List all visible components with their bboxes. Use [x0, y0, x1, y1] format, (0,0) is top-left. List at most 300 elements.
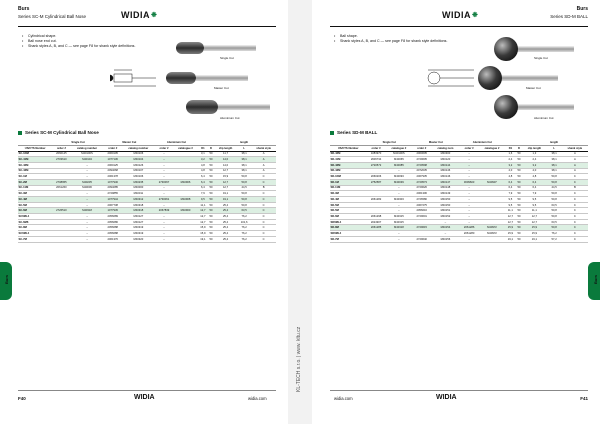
table-cell: –	[155, 214, 173, 220]
table-cell: M40150	[431, 197, 459, 203]
table-cell: C	[562, 191, 588, 197]
table-cell: –	[155, 236, 173, 242]
table-cell: M40937	[479, 179, 505, 185]
table-cell: –	[70, 236, 103, 242]
header-title: Burs	[18, 6, 30, 12]
single-cut-burr	[176, 42, 256, 54]
table-cell: C	[562, 208, 588, 214]
section-marker-icon	[18, 131, 22, 135]
table-cell: 2606734	[366, 157, 385, 163]
footer-website-link[interactable]: widia.com	[334, 396, 353, 401]
table-cell: 50,8	[547, 179, 562, 185]
table-cell: 7,9	[522, 191, 546, 197]
table-cell: C	[562, 236, 588, 242]
table-cell: M40104	[122, 157, 155, 163]
part-number-cell: SC6ML4	[18, 214, 52, 220]
table-cell: 19,1	[505, 236, 515, 242]
table-cell: M40235	[70, 179, 103, 185]
page-header	[330, 6, 588, 28]
header-title: Burs	[576, 6, 588, 12]
column-header: catalog number	[70, 145, 103, 151]
table-cell: –	[155, 219, 173, 225]
table-cell: 50	[517, 203, 521, 207]
table-cell: 1077944	[104, 197, 122, 203]
table-cell: M40152	[431, 214, 459, 220]
table-cell: 7,9	[505, 191, 515, 197]
part-number-cell: SD-42M	[330, 162, 366, 168]
table-cell: 2730067	[155, 179, 173, 185]
table-cell: 6,4	[522, 179, 546, 185]
section-title-text: Series SD-M BALL	[337, 130, 378, 135]
table-cell: M40146	[431, 174, 459, 180]
table-cell: –	[155, 151, 173, 157]
table-cell: M40315	[386, 219, 412, 225]
table-cell: 7,9	[198, 191, 208, 197]
table-cell: A	[251, 157, 276, 163]
section-tab-label: Burs	[593, 274, 598, 284]
table-cell: 50,8	[547, 208, 562, 214]
table-cell: M40972	[479, 231, 505, 237]
table-cell: 3,2	[198, 157, 208, 163]
right-page	[312, 0, 600, 424]
table-cell: 50,8	[547, 197, 562, 203]
table-cell: 2061280	[460, 231, 479, 237]
column-header: US/CTS Number	[330, 145, 366, 151]
group-header: Single Cut	[366, 140, 412, 145]
table-cell: 2056689	[104, 214, 122, 220]
table-cell: C	[251, 236, 276, 242]
table-cell: C	[251, 174, 276, 180]
column-header: D	[516, 145, 523, 151]
figure-label-aluminium-cut: Aluminium Cut	[220, 116, 240, 120]
table-cell: 15,9	[522, 231, 546, 237]
table-cell: M40300	[431, 151, 459, 157]
table-cell: 1077945	[104, 208, 122, 214]
table-cell: 11,7	[214, 151, 237, 157]
table-cell: 2056616	[412, 208, 431, 214]
group-header: Aluminium Cut	[155, 140, 198, 145]
table-cell: C	[251, 202, 276, 208]
table-cell: M40972	[479, 225, 505, 231]
table-cell: –	[70, 174, 103, 180]
table-cell: M40318	[122, 208, 155, 214]
table-cell: 2094068	[104, 168, 122, 174]
table-cell: 1077946	[104, 179, 122, 185]
table-cell: 2061306	[412, 191, 431, 197]
table-cell: 50	[209, 220, 213, 224]
table-cell: 38,1	[547, 157, 562, 163]
table-cell: 57,2	[547, 236, 562, 242]
part-number-cell: SD-42M	[330, 151, 366, 157]
table-cell: C	[251, 219, 276, 225]
part-number-cell: SD-7M	[330, 236, 366, 242]
table-cell: 2729615	[412, 225, 431, 231]
table-cell: C	[251, 197, 276, 203]
table-cell: 50	[517, 237, 521, 241]
column-header: catalogue #	[479, 145, 505, 151]
table-cell: 50,8	[237, 197, 251, 203]
widia-logo	[442, 10, 478, 20]
table-cell: 76,2	[547, 231, 562, 237]
part-number-cell: SC-1M	[18, 174, 52, 180]
table-cell: 38,1	[547, 151, 562, 157]
table-cell: –	[70, 231, 103, 237]
table-cell: 2726510	[52, 208, 70, 214]
figure-label-master-cut: Master Cut	[526, 86, 541, 90]
table-cell: C	[562, 197, 588, 203]
table-cell: –	[70, 197, 103, 203]
table-cell: M40147	[431, 179, 459, 185]
part-number-cell: SC-42M	[18, 162, 52, 168]
figure-label-aluminium-cut: Aluminium Cut	[534, 116, 554, 120]
table-body	[330, 151, 588, 242]
table-cell: 11,1	[505, 208, 515, 214]
table-cell: M40000	[122, 185, 155, 191]
table-cell: 2067935	[412, 174, 431, 180]
table-cell: 2061376	[104, 236, 122, 242]
part-number-cell: SD-1M	[330, 179, 366, 185]
table-cell: 2729640	[412, 236, 431, 242]
table-cell: 2060206	[366, 174, 385, 180]
table-cell: C	[562, 202, 588, 208]
figure-label-single-cut: Single Cut	[534, 56, 548, 60]
logo-text: WIDIA	[442, 10, 471, 20]
table-cell: 50	[517, 231, 521, 235]
master-cut-burr	[478, 66, 558, 90]
table-cell: 12,7	[522, 219, 546, 225]
aluminium-cut-burr	[186, 100, 270, 114]
table-cell: –	[155, 174, 173, 180]
table-cell: 2,4	[505, 157, 515, 163]
table-cell: 3,2	[522, 162, 546, 168]
table-cell: 2729598	[412, 162, 431, 168]
table-cell: 19,1	[214, 191, 237, 197]
table-cell: 50	[517, 158, 521, 162]
table-cell: 15,9	[505, 231, 515, 237]
group-header: Single Cut	[52, 140, 103, 145]
part-number-cell: SD-6M	[330, 214, 366, 220]
table-cell: M40039	[386, 179, 412, 185]
table-cell: 6,4	[522, 185, 546, 191]
part-number-cell: SC-5M	[18, 202, 52, 208]
table-cell: 3,2	[505, 162, 515, 168]
table-cell: 4,8	[198, 162, 208, 168]
table-cell: M40100S	[70, 151, 103, 157]
column-header: order #	[460, 145, 479, 151]
table-cell: –	[431, 231, 459, 237]
table-cell: 50	[209, 163, 213, 167]
table-cell: M40150	[431, 202, 459, 208]
table-cell: –	[460, 197, 479, 203]
table-cell: –	[386, 185, 412, 191]
table-cell: –	[460, 202, 479, 208]
table-cell: 2067839	[155, 208, 173, 214]
table-cell: A	[562, 168, 588, 174]
part-number-cell: SC-43M	[18, 168, 52, 174]
table-cell: 63,5	[547, 219, 562, 225]
vertical-distributor-text: KL-TECH s.r.o. | www. kltu.cz	[296, 326, 302, 392]
table-cell: –	[155, 231, 173, 237]
table-cell: M40312	[122, 197, 155, 203]
part-number-cell: SD-4M	[330, 197, 366, 203]
table-cell: 38,1	[547, 168, 562, 174]
table-cell: M40093	[386, 174, 412, 180]
logo-text: WIDIA	[121, 10, 150, 20]
column-header: catalog num	[431, 145, 459, 151]
table-cell: 63,5	[237, 208, 251, 214]
table-cell: –	[155, 202, 173, 208]
table-cell: 2729605	[412, 157, 431, 163]
table-cell: –	[70, 225, 103, 231]
burr-illustration	[110, 36, 280, 124]
table-cell: M40318	[70, 208, 103, 214]
column-header: clip length	[522, 145, 546, 151]
table-cell: 63,5	[547, 202, 562, 208]
table-cell: M40065	[386, 157, 412, 163]
table-cell: 9,5	[198, 197, 208, 203]
table-cell: C	[562, 174, 588, 180]
table-cell: 2061282	[366, 197, 385, 203]
logo-mark-icon: ❉	[472, 12, 479, 19]
table-cell: 50	[209, 203, 213, 207]
table-cell: 38,1	[237, 157, 251, 163]
table-cell: 2061378	[104, 174, 122, 180]
feature-item: • Ball shape.	[334, 34, 454, 39]
table-cell: 50	[209, 169, 213, 173]
table-cell: M40906	[173, 179, 198, 185]
table-cell: –	[460, 236, 479, 242]
part-number-cell: SC-6M6	[18, 219, 52, 225]
table-cell: 12,7	[198, 208, 208, 214]
table-cell: C	[251, 179, 276, 185]
table-cell: 50	[209, 197, 213, 201]
page-header	[18, 6, 276, 28]
part-number-cell: SC-11M	[18, 185, 52, 191]
table-cell: C	[251, 214, 276, 220]
table-cell: 76,2	[237, 225, 251, 231]
table-cell: M40908	[173, 197, 198, 203]
column-header: L	[547, 145, 562, 151]
table-cell: 2060125	[104, 162, 122, 168]
column-header: US/CTS Number	[18, 145, 52, 151]
table-cell: 4,8	[522, 174, 546, 180]
table-cell: 15,9	[505, 225, 515, 231]
table-cell: –	[460, 157, 479, 163]
part-number-cell: SD6ML4	[330, 219, 366, 225]
table-cell: 11,1	[522, 208, 546, 214]
part-number-cell: SD-43M	[330, 168, 366, 174]
table-cell: 19,1	[198, 236, 208, 242]
table-cell: 2752587	[366, 179, 385, 185]
table-cell: 14,0	[214, 157, 237, 163]
table-cell: M40315	[386, 214, 412, 220]
part-number-cell: SD-5M	[330, 208, 366, 214]
table-cell: –	[386, 202, 412, 208]
burr-illustration	[422, 36, 592, 124]
table-cell: 19,1	[522, 236, 546, 242]
table-cell: 14,0	[214, 162, 237, 168]
section-marker-icon	[330, 131, 334, 135]
table-cell: M40144	[431, 162, 459, 168]
table-cell: C	[562, 225, 588, 231]
table-cell: M40319	[122, 225, 155, 231]
column-header: L	[237, 145, 251, 151]
table-cell: 2060125	[52, 151, 70, 157]
table-cell: –	[70, 202, 103, 208]
header-rule	[18, 26, 276, 27]
table-cell: 12,7	[505, 214, 515, 220]
table-cell: 50,8	[237, 191, 251, 197]
part-number-cell: SC-2M	[18, 179, 52, 185]
table-cell: –	[460, 214, 479, 220]
table-cell: C	[251, 191, 276, 197]
widia-logo	[121, 10, 157, 20]
column-header: order #	[366, 145, 385, 151]
table-cell: 2056688	[104, 231, 122, 237]
table-cell: 2024907	[366, 219, 385, 225]
group-header: Aluminium Cut	[460, 140, 506, 145]
table-cell: –	[386, 236, 412, 242]
footer-website-link[interactable]: widia.com	[248, 396, 267, 401]
table-cell: M40127	[122, 219, 155, 225]
table-cell: 76,2	[237, 236, 251, 242]
table-cell: 1,6	[505, 151, 515, 157]
column-header: catalog number	[122, 145, 155, 151]
figure-label-single-cut: Single Cut	[220, 56, 234, 60]
table-cell: 6,4	[505, 185, 515, 191]
part-number-cell: SC-6M	[18, 208, 52, 214]
group-header: length	[547, 140, 562, 145]
feature-item: • Shank styles A, B, and C — see page F8 for shank style definitions.	[334, 39, 454, 44]
table-cell: A	[251, 168, 276, 174]
table-cell: C	[251, 225, 276, 231]
table-cell: 2708955	[52, 179, 70, 185]
technical-drawing	[110, 70, 156, 86]
table-cell: 12,7	[522, 214, 546, 220]
table-cell: C	[562, 219, 588, 225]
table-cell: 38,1	[237, 151, 251, 157]
table-cell: M40320	[122, 236, 155, 242]
table-cell: –	[460, 168, 479, 174]
table-cell: 2729573	[412, 179, 431, 185]
table-cell: 50	[517, 197, 521, 201]
table-cell: 12,7	[214, 185, 237, 191]
table-cell: B	[562, 185, 588, 191]
table-cell: 1077136	[104, 157, 122, 163]
section-title	[330, 130, 377, 135]
table-cell: M40149	[431, 191, 459, 197]
footer-logo: WIDIA	[436, 394, 457, 401]
table-cell: –	[460, 219, 479, 225]
column-header: shank style	[251, 145, 276, 151]
table-cell: 2729855	[104, 191, 122, 197]
table-cell: 50	[517, 209, 521, 213]
table-cell	[52, 236, 70, 242]
table-cell: A	[562, 162, 588, 168]
header-subtitle: Series SC-M Cylindrical Ball Nose	[18, 14, 87, 19]
table-cell: –	[155, 162, 173, 168]
table-cell: 15,9	[198, 231, 208, 237]
footer-rule	[18, 390, 276, 391]
table-cell: 2067275	[412, 202, 431, 208]
table-cell: 6,4	[198, 174, 208, 180]
section-tab-label: Burs	[4, 274, 9, 284]
product-figure	[110, 36, 280, 124]
table-cell: M40126	[122, 162, 155, 168]
table-cell: 4,0	[522, 168, 546, 174]
section-title-text: Series SC-M Cylindrical Ball Nose	[25, 130, 99, 135]
table-cell: M40151	[431, 208, 459, 214]
table-cell: 50	[209, 231, 213, 235]
table-cell: 50	[517, 220, 521, 224]
table-cell: –	[155, 157, 173, 163]
table-cell: 2060105	[104, 151, 122, 157]
table-cell: 2729626	[412, 185, 431, 191]
table-cell: 11,1	[198, 202, 208, 208]
table-cell: 38,1	[547, 162, 562, 168]
part-number-cell: SC-8M	[18, 225, 52, 231]
table-cell: 25,4	[214, 236, 237, 242]
column-header: D	[208, 145, 214, 151]
table-cell: 50,8	[237, 179, 251, 185]
table-cell: –	[386, 191, 412, 197]
table-cell: 3009603	[460, 179, 479, 185]
table-cell: 50	[209, 237, 213, 241]
table-cell: 50	[209, 152, 213, 156]
table-cell: M40318	[122, 202, 155, 208]
table-cell: 76,2	[237, 231, 251, 237]
table-cell: C	[562, 231, 588, 237]
table-cell: C	[562, 214, 588, 220]
part-number-cell: SC-41M	[18, 157, 52, 163]
part-number-cell: SC6ML4	[18, 231, 52, 237]
table-cell: –	[155, 191, 173, 197]
table-cell: 9,5	[505, 202, 515, 208]
table-cell: –	[431, 219, 459, 225]
part-number-cell: SD-8M	[330, 225, 366, 231]
table-cell: –	[460, 208, 479, 214]
table-cell: M40319	[122, 231, 155, 237]
part-number-cell: SD-11M	[330, 185, 366, 191]
page-number: F40	[18, 396, 26, 401]
column-header: D1	[505, 145, 515, 151]
logo-mark-icon: ❉	[151, 12, 158, 19]
part-number-cell: SC-4M	[18, 197, 52, 203]
table-cell: 2056688	[104, 225, 122, 231]
table-cell: –	[460, 151, 479, 157]
table-cell: C	[251, 208, 276, 214]
table-cell: M40120	[431, 157, 459, 163]
table-cell: 50	[517, 180, 521, 184]
table-cell	[479, 236, 505, 242]
table-cell: M40318	[386, 225, 412, 231]
column-header: order #	[155, 145, 173, 151]
table-cell: 2060605	[412, 151, 431, 157]
section-title	[18, 130, 99, 135]
table-cell: 50	[209, 180, 213, 184]
table-cell: 25,4	[214, 225, 237, 231]
table-cell: M40106	[122, 151, 155, 157]
table-cell: M40900	[173, 208, 198, 214]
table-cell: A	[562, 151, 588, 157]
table-cell: 2061286	[460, 225, 479, 231]
table-cell: 50,8	[237, 202, 251, 208]
table-cell: 2061298	[366, 214, 385, 220]
table-cell: 2067738	[104, 202, 122, 208]
table-cell: 2720572	[366, 162, 385, 168]
part-number-cell: SD-41M	[330, 157, 366, 163]
table-cell: 44,5	[237, 185, 251, 191]
